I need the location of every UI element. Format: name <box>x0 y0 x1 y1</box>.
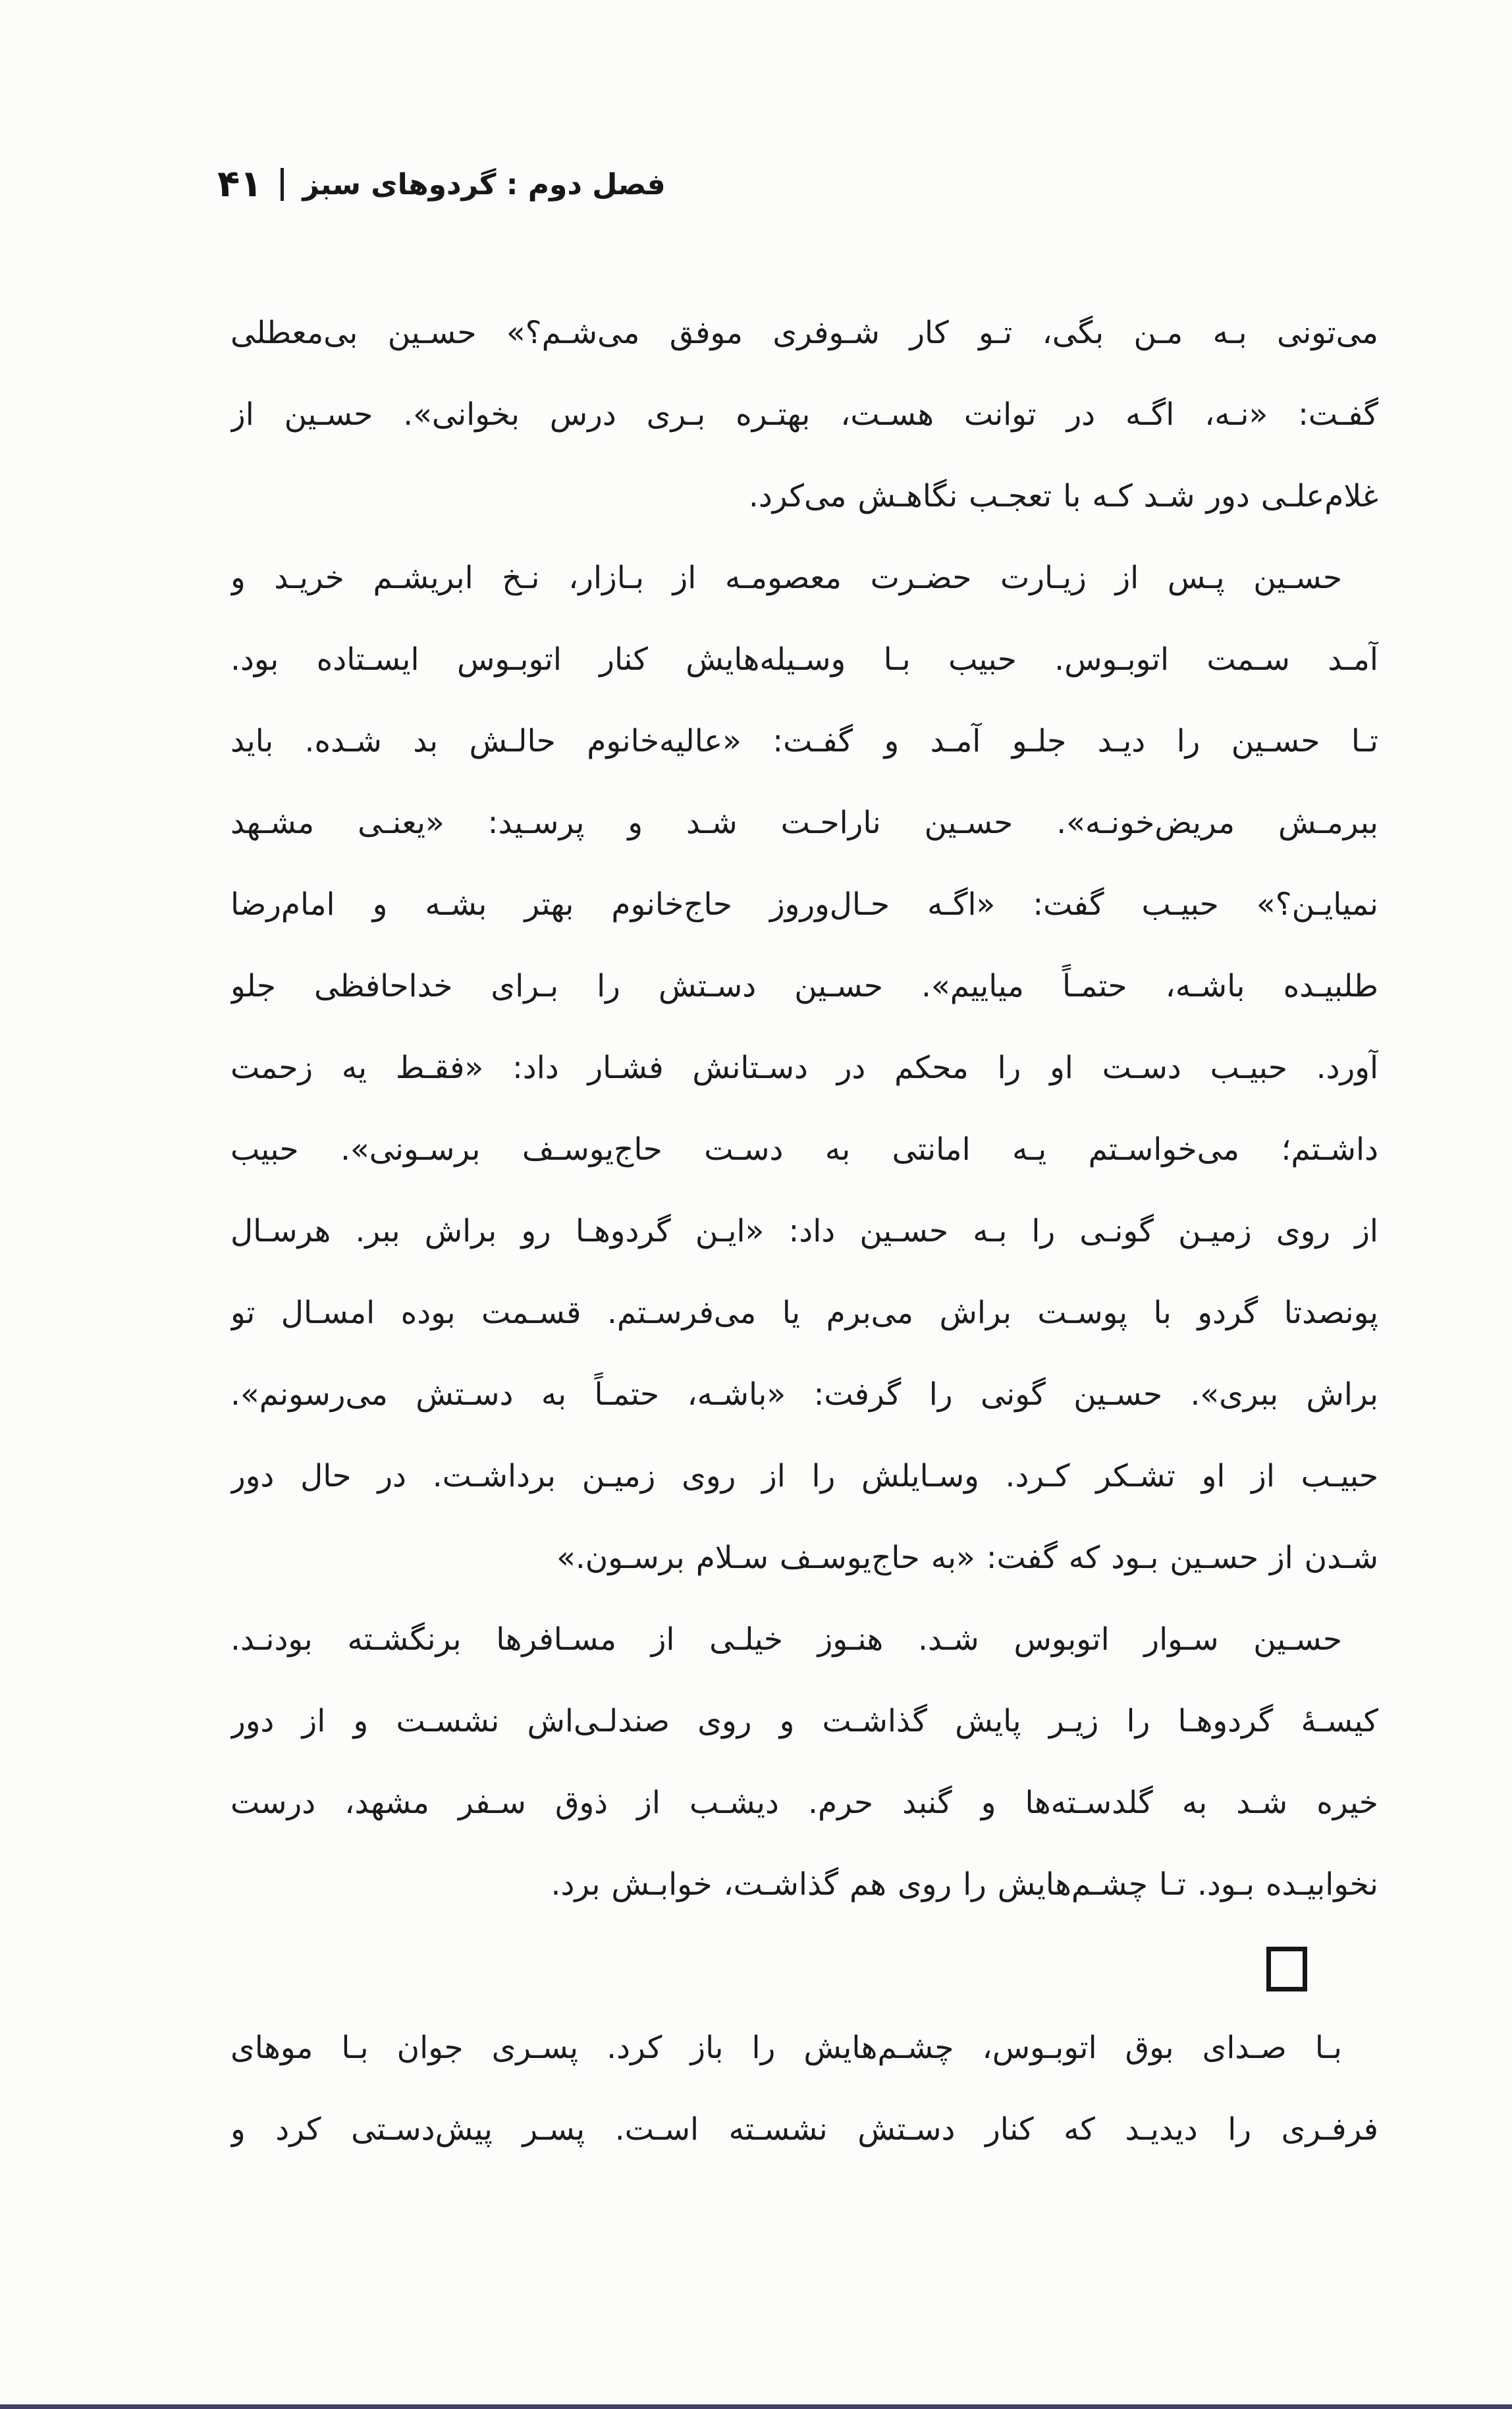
text-line: می‌تونی بـه مـن بگی، تـو کار شـوفری موفق می‌شـم؟» حسـین بی‌معطلی <box>230 315 1378 351</box>
text-line: طلبیـده باشـه، حتمـاً میاییم». حسـین دسـتش را بـرای خداحافظی جلو <box>230 968 1378 1004</box>
text-line: ببرمـش مریض‌خونـه». حسـین ناراحـت شـد و پرسـید: «یعنـی مشـهد <box>230 805 1378 841</box>
text-line: فرفـری را دیدیـد که کنار دسـتش نشسـته اسـت. پسـر پیش‌دسـتی کرد و <box>230 2111 1378 2148</box>
text-line: براش ببری». حسـین گونی را گرفت: «باشـه، حتمـاً به دسـتش می‌رسونم». <box>230 1376 1378 1413</box>
text-line: غلام‌علـی دور شـد کـه با تعجـب نگاهـش می‌کرد. <box>748 478 1378 514</box>
scan-edge-artifact <box>0 2404 1512 2409</box>
text-line: آمـد سـمت اتوبـوس. حبیب بـا وسـیله‌هایش کنار اتوبـوس ایسـتاده بود. <box>230 641 1378 678</box>
text-line: کیسـهٔ گردوهـا را زیـر پایش گذاشـت و روی صندلـی‌اش نشسـت و از دور <box>230 1703 1378 1739</box>
text-line: حسـین پـس از زیـارت حضـرت معصومـه از بـازار، نـخ ابریشـم خریـد و <box>230 560 1342 596</box>
text-line: تـا حسـین را دیـد جلـو آمـد و گفـت: «عالیه‌خانوم حالـش بد شـده. باید <box>230 723 1378 759</box>
text-line: نخوابیـده بـود. تـا چشـم‌هایش را روی هم گذاشـت، خوابـش برد. <box>551 1866 1378 1903</box>
section-break-line <box>230 1926 1378 2007</box>
text-line: از روی زمیـن گونـی را بـه حسـین داد: «ایـن گردوهـا رو براش ببر. هرسـال <box>230 1213 1378 1249</box>
text-line: بـا صـدای بوق اتوبـوس، چشـم‌هایش را باز کرد. پسـری جوان بـا موهای <box>230 2030 1342 2066</box>
text-line: نمیایـن؟» حبیـب گفت: «اگـه حـال‌وروز حاج‌خانوم بهتر بشـه و امام‌رضا <box>230 886 1378 923</box>
text-line: گفـت: «نـه، اگـه در توانت هسـت، بهتـره بـری درس بخوانی». حسـین از <box>230 396 1378 433</box>
text-line: حبیـب از او تشـکر کـرد. وسـایلش را از روی زمیـن برداشـت. در حال دور <box>230 1458 1378 1494</box>
text-line: داشـتم؛ می‌خواسـتم یـه امانتی به دسـت حاج‌یوسـف برسـونی». حبیب <box>230 1131 1378 1168</box>
text-line: پونصدتا گردو با پوسـت براش می‌برم یا می‌فرسـتم. قسـمت بوده امسـال تو <box>230 1295 1378 1331</box>
header-divider-bar <box>281 168 284 201</box>
text-line: شـدن از حسـین بـود که گفت: «به حاج‌یوسـف سـلام برسـون.» <box>556 1540 1378 1576</box>
text-line: آورد. حبیـب دسـت او را محکم در دسـتانش فشـار داد: «فقـط یه زحمت <box>230 1050 1378 1086</box>
body-text-column <box>230 292 1378 2171</box>
text-line: حسـین سـوار اتوبوس شـد. هنـوز خیلـی از مسـافرها برنگشـته بودنـد. <box>230 1621 1342 1658</box>
text-line: خیره شـد به گلدسـته‌ها و گنبد حرم. دیشـب از ذوق سـفر مشهد، درست <box>230 1785 1378 1821</box>
section-break-square <box>1266 1947 1307 1991</box>
page-number: ۴۱ <box>217 163 263 205</box>
chapter-title: فصل دوم : گردوهای سبز <box>302 167 666 202</box>
running-head <box>217 163 666 205</box>
